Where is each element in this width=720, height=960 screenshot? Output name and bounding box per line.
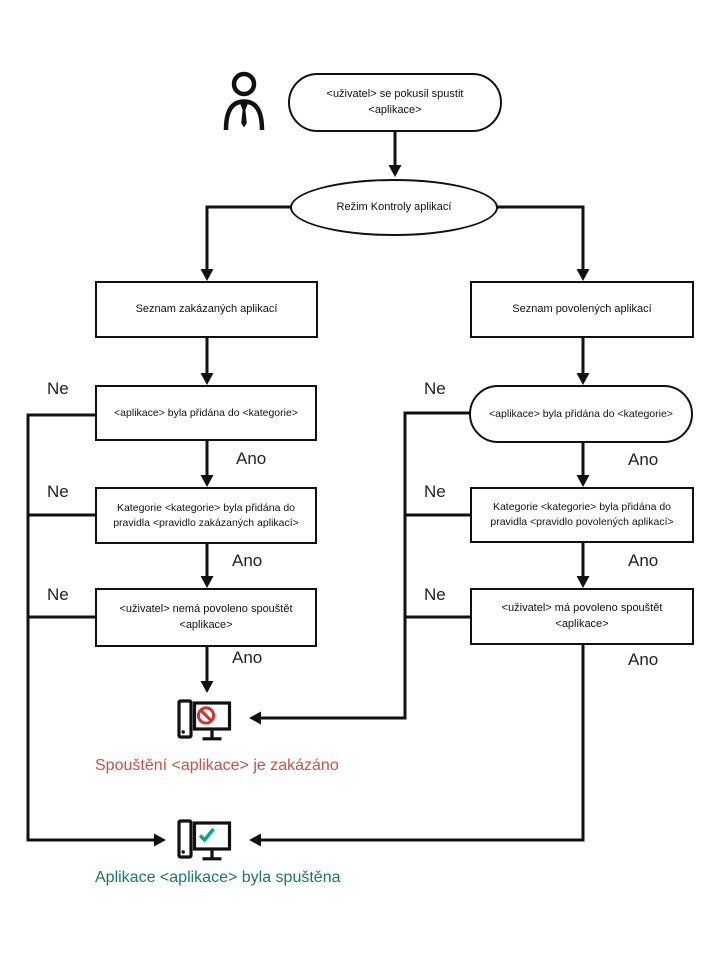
node-allowlist-label: Seznam povolených aplikací <box>512 302 652 315</box>
node-deny-rule <box>95 487 317 544</box>
node-allow-rule <box>470 487 694 543</box>
node-deny-rule-line1: Kategorie <kategorie> byla přidána do <box>116 501 296 514</box>
node-allow-rule-line2: pravidla <pravidlo povolených aplikací> <box>490 516 674 528</box>
edge-label-ano-right-3: Ano <box>628 551 659 570</box>
node-allow-category <box>469 385 693 443</box>
result-started-text: Aplikace <aplikace> byla spuštěna <box>95 869 341 886</box>
person-icon <box>220 70 272 134</box>
node-denylist-label: Seznam zakázaných aplikací <box>135 302 278 315</box>
node-start <box>288 73 502 132</box>
node-start-line1: <uživatel> se pokusil spustit <box>326 88 464 101</box>
node-deny-user-line1: <uživatel> nemá povoleno spouštět <box>119 603 293 616</box>
node-allow-rule-line1: Kategorie <kategorie> byla přidána do <box>492 501 672 514</box>
node-allow-user-line1: <uživatel> má povoleno spouštět <box>501 602 663 615</box>
result-blocked-text: Spouštění <aplikace> je zakázáno <box>95 757 339 774</box>
edge-label-ano-left-2: Ano <box>236 449 267 468</box>
edge-label-ne-left-4: Ne <box>47 585 69 604</box>
blocked-computer-icon <box>176 696 234 750</box>
edge-label-ne-right-4: Ne <box>424 585 446 604</box>
node-mode <box>290 179 498 236</box>
node-allow-user <box>470 588 694 645</box>
edge-label-ano-left-4: Ano <box>232 648 263 667</box>
node-allow-user-line2: <aplikace> <box>555 617 609 630</box>
edge-label-ne-right-3: Ne <box>424 482 446 501</box>
node-deny-rule-line2: pravidla <pravidlo zakázaných aplikací> <box>113 516 299 529</box>
node-allow-category-label: <aplikace> byla přidána do <kategorie> <box>489 407 673 420</box>
edge-label-ano-right-4: Ano <box>628 650 659 669</box>
node-denylist <box>95 281 318 338</box>
node-allowlist <box>470 281 694 338</box>
node-start-line2: <aplikace> <box>368 103 422 116</box>
node-deny-category <box>95 385 317 441</box>
edge-label-ne-left-2: Ne <box>47 379 69 398</box>
edge-label-ne-left-3: Ne <box>47 482 69 501</box>
edge-label-ne-right-2: Ne <box>424 379 446 398</box>
node-deny-category-label: <aplikace> byla přidána do <kategorie> <box>114 406 298 419</box>
node-deny-user-line2: <aplikace> <box>179 618 233 631</box>
node-mode-label: Režim Kontroly aplikací <box>336 200 452 213</box>
started-computer-icon <box>176 816 234 870</box>
edge-label-ano-right-2: Ano <box>628 450 659 469</box>
edge-label-ano-left-3: Ano <box>232 551 263 570</box>
node-deny-user <box>95 588 317 647</box>
